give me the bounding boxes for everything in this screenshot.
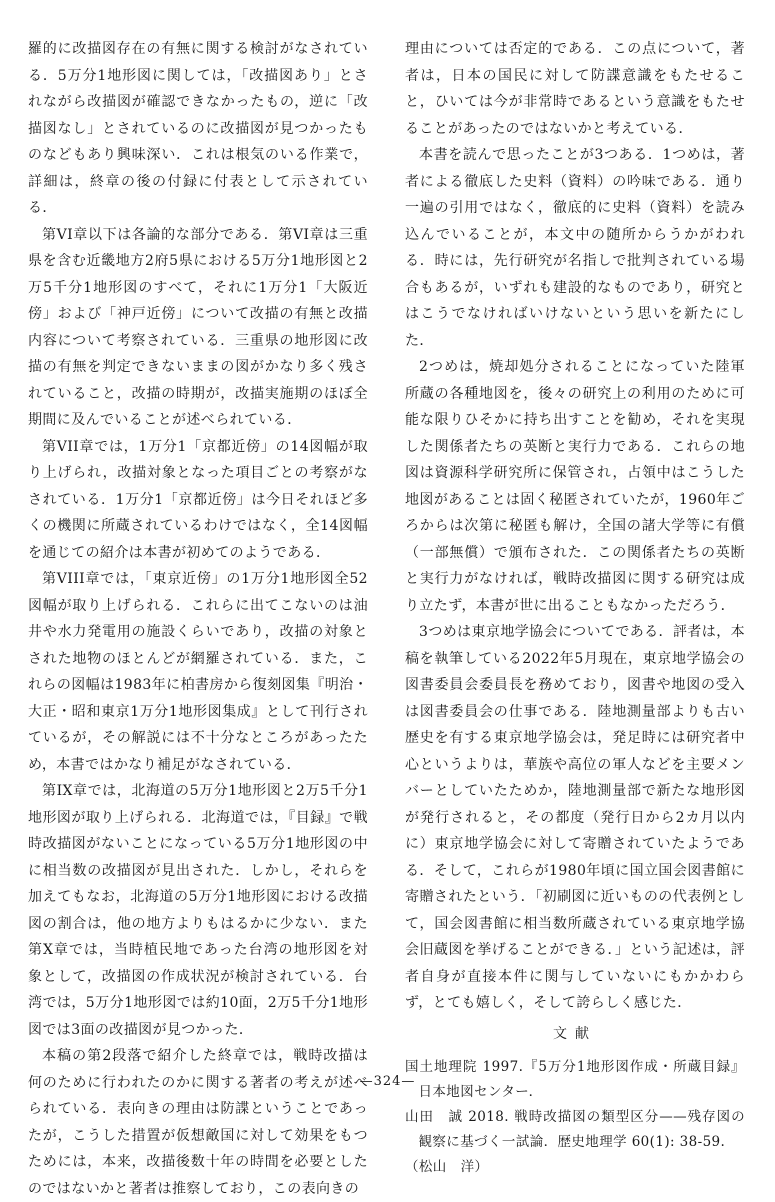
paragraph: 第VIII章では，「東京近傍」の1万分1地形図全52図幅が取り上げられる．これらに出てこないのは油井や水力発電用の施設くらいであり，改描の対象とされた地物のほとんどが網羅されている．また，これらの図幅は1983年に柏書房から復刻図集『明治・大正・昭和東京1万分1地形図集成』として刊行されているが，その解説には不十分なところがあったため，本書ではかなり補足がなされている． xyxy=(28,571,368,773)
reference-item: 国土地理院 1997.『5万分1地形図作成・所蔵目録』日本地図センター． xyxy=(405,1059,745,1100)
paragraph: 第IX章では，北海道の5万分1地形図と2万5千分1地形図が取り上げられる．北海道では，『目録』で戦時改描図がないことになっている5万分1地形図の中に相当数の改描図が見出された．しかし，それらを加えてもなお，北海道の5万分1地形図における改描図の割合は，他の地方よりもはるかに少ない．また第X章では，当時植民地であった台湾の地形図を対象として，改描図の作成状況が検討されている．台湾では，5万分1地形図では約10面，2万5千分1地形図では3面の改描図が見つかった． xyxy=(28,783,368,1038)
references-heading: 文献 xyxy=(553,1025,597,1042)
paragraph: 本書を読んで思ったことが3つある．1つめは，著者による徹底した史料（資料）の吟味である．通り一遍の引用ではなく，徹底的に史料（資料）を読み込んでいることが，本文中の随所からうかがわれる．時には，先行研究が名指しで批判されている場合もあるが，いずれも建設的なものであり，研究とはこうでなければいけないという思いを新たにした． xyxy=(405,147,745,349)
paragraph: 羅的に改描図存在の有無に関する検討がなされている．5万分1地形図に関しては，「改描図あり」とされながら改描図が確認できなかったもの，逆に「改描図なし」とされているのに改描図が見つかったものなどもあり興味深い．これは根気のいる作業で，詳細は，終章の後の付録に付表として示されている． xyxy=(28,41,368,216)
left-column xyxy=(28,36,368,1202)
reference-item: 山田 誠 2018. 戦時改描図の類型区分——残存図の観察に基づく一試論．歴史地理学 60(1): 38-59. xyxy=(405,1109,745,1150)
paragraph: 第VI章以下は各論的な部分である．第VI章は三重県を含む近畿地方2府5県における5万分1地形図と2万5千分1地形図のすべて，それに1万分1「大阪近傍」および「神戸近傍」について改描の有無と改描内容について考察されている．三重県の地形図に改描の有無を判定できないままの図がかなり多く残されていること，改描の時期が，改描実施期のほぼ全期間に及んでいることが述べられている． xyxy=(28,226,368,428)
paragraph: 本稿の第2段落で紹介した終章では，戦時改描は何のために行われたのかに関する著者の考えが述べられている．表向きの理由は防諜ということであったが，こうした措置が仮想敵国に対して効果をもつためには，本来，改描後数十年の時間を必要としたのではないかと著者は推察しており，この表向きの xyxy=(28,1048,368,1197)
right-column xyxy=(405,36,745,1180)
reviewer-name: （松山 洋） xyxy=(405,1159,489,1175)
paragraph: 3つめは東京地学協会についてである．評者は，本稿を執筆している2022年5月現在，東京地学協会の図書委員会委員長を務めており，図書や地図の受入は図書委員会の仕事である．陸地測量部よりも古い歴史を有する東京地学協会は，発足時には研究者中心というよりは，華族や高位の軍人などを主要メンバーとしていたためか，陸地測量部で新たな地形図が発行されると，その都度（発行日から2カ月以内に）東京地学協会に対して寄贈されていたようである．そして，これらが1980年頃に国立国会図書館に寄贈されたという．「初刷図に近いものの代表例として，国会図書館に相当数所蔵されている東京地学協会旧蔵図を挙げることができる．」という記述は，評者自身が直接本件に関与していないにもかかわらず，とても嬉しく，そして誇らしく感じた． xyxy=(405,624,745,1011)
page-number: —324— xyxy=(359,1074,416,1089)
paragraph: 2つめは，焼却処分されることになっていた陸軍所蔵の各種地図を，後々の研究上の利用のために可能な限りひそかに持ち出すことを勧め，それを実現した関係者たちの英断と実行力である．これらの地図は資源科学研究所に保管され，占領中はこうした地図があることは固く秘匿されていたが，1960年ごろからは次第に秘匿も解け，全国の諸大学等に有償（一部無償）で頒布された．この関係者たちの英断と実行力がなければ，戦時改描図に関する研究は成り立たず，本書が世に出ることもなかっただろう． xyxy=(405,359,745,614)
paragraph: 第VII章では，1万分1「京都近傍」の14図幅が取り上げられ，改描対象となった項目ごとの考察がなされている．1万分1「京都近傍」は今日それほど多くの機関に所蔵されているわけではなく，全14図幅を通じての紹介は本書が初めてのようである． xyxy=(28,438,368,561)
paragraph: 理由については否定的である．この点について，著者は，日本の国民に対して防諜意識をもたせること，ひいては今が非常時であるという意識をもたせることがあったのではないかと考えている． xyxy=(405,41,745,137)
